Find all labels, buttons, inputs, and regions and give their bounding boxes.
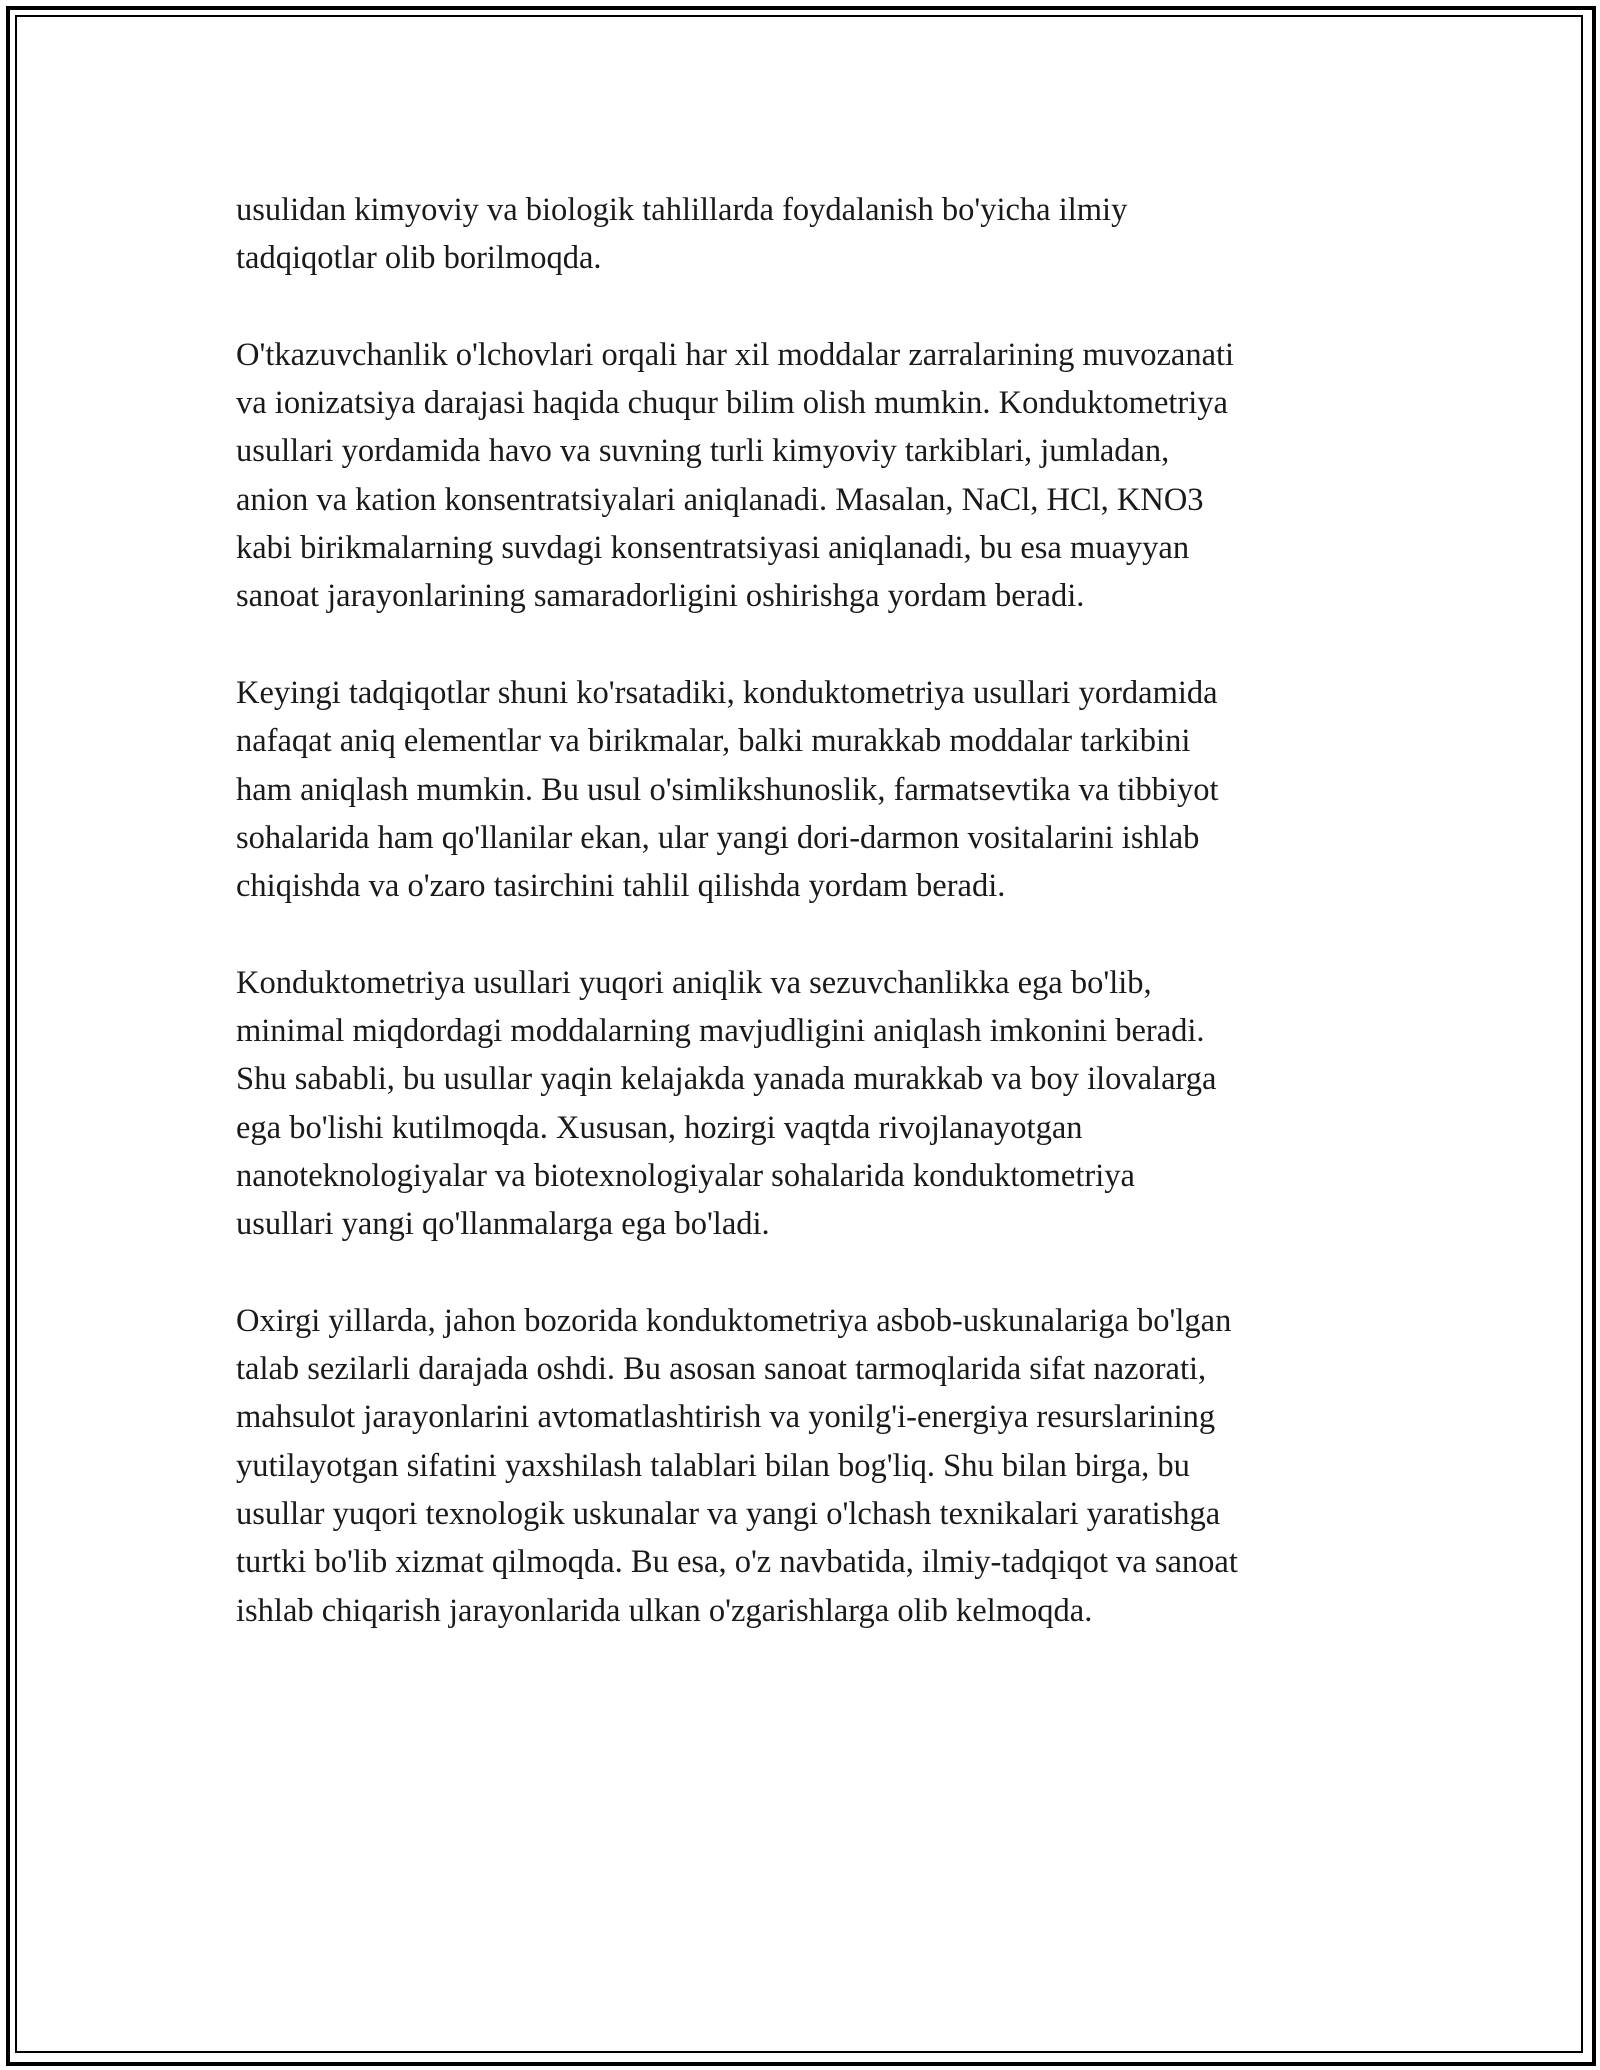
paragraph-4: Konduktometriya usullari yuqori aniqlik va sezuvchanlikka ega bo'lib, minimal miqdordagi moddalarning mavjudligini aniqlash imkonini beradi. Shu sababli, bu usullar yaqin kelajakda yanada murakkab va boy ilovalarga ega bo'lishi kutilmoqda. Xususan, hozirgi vaqtda rivojlanayotgan nanoteknologiyalar va biotexnologiyalar sohalarida konduktometriya usullari yangi qo'llanmalarga ega bo'ladi. (236, 964, 1217, 1243)
paragraph-5: Oxirgi yillarda, jahon bozorida konduktometriya asbob-uskunalariga bo'lgan talab sezilarli darajada oshdi. Bu asosan sanoat tarmoqlarida sifat nazorati, mahsulot jarayonlarini avtomatlashtirish va yonilg'i-energiya resurslarining yutilayotgan sifatini yaxshilash talablari bilan bog'liq. Shu bilan birga, bu usullar yuqori texnologik uskunalar va yangi o'lchash texnikalari yaratishga turtki bo'lib xizmat qilmoqda. Bu esa, o'z navbatida, ilmiy-tadqiqot va sanoat ishlab chiqarish jarayonlarida ulkan o'zgarishlarga olib kelmoqda. (236, 1302, 1238, 1629)
paragraph-2: O'tkazuvchanlik o'lchovlari orqali har xil moddalar zarralarining muvozanati va ionizatsiya darajasi haqida chuqur bilim olish mumkin. Konduktometriya usullari yordamida havo va suvning turli kimyoviy tarkiblari, jumladan, anion va kation konsentratsiyalari aniqlanadi. Masalan, NaCl, HCl, KNO3 kabi birikmalarning suvdagi konsentratsiyasi aniqlanadi, bu esa muayyan sanoat jarayonlarining samaradorligini oshirishga yordam beradi. (236, 336, 1235, 615)
paragraph-3: Keyingi tadqiqotlar shuni ko'rsatadiki, konduktometriya usullari yordamida nafaqat aniq elementlar va birikmalar, balki murakkab moddalar tarkibini ham aniqlash mumkin. Bu usul o'simlikshunoslik, farmatsevtika va tibbiyot sohalarida ham qo'llanilar ekan, ular yangi dori-darmon vositalarini ishlab chiqishda va o'zaro tasirchini tahlil qilishda yordam beradi. (236, 674, 1219, 905)
document-body (236, 186, 1396, 1683)
paragraph-1: usulidan kimyoviy va biologik tahlillarda foydalanish bo'yicha ilmiy tadqiqotlar olib borilmoqda. (236, 192, 1128, 277)
